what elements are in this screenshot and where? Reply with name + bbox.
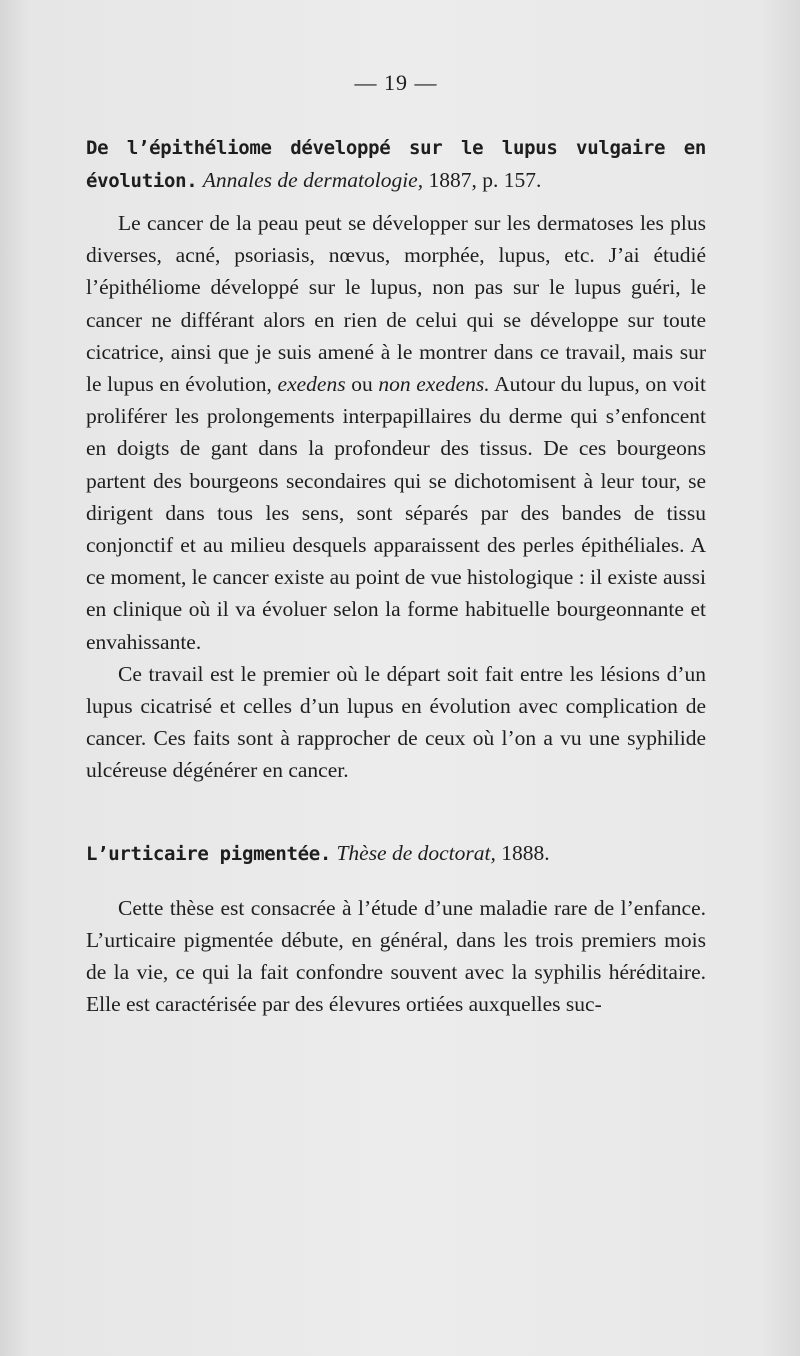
- entry-heading-1: [86, 131, 706, 197]
- entry-journal: Annales de dermatologie,: [202, 168, 424, 192]
- entry-title: De l’épithéliome développé sur le lupus vulgaire en évolution.: [86, 137, 706, 192]
- paragraph: [86, 207, 706, 658]
- entry-journal: Thèse de doctorat,: [336, 840, 496, 865]
- entry-title: L’urticaire pigmentée.: [86, 842, 332, 865]
- paragraph-italic-term: non exedens.: [378, 372, 490, 397]
- page-number: — 19 —: [354, 70, 438, 95]
- paragraph: Cette thèse est consacrée à l’étude d’une maladie rare de l’enfance. L’urticaire pigmentée débute, en général, dans les trois premiers mois de la vie, ce qui la fait confondre souvent avec la syphilis héréditaire. Elle est caractérisée par des élevures ortiées auxquelles suc-: [86, 895, 706, 1017]
- entry-citation: 1887, p. 157.: [428, 168, 542, 192]
- paragraph: Ce travail est le premier où le départ soit fait entre les lésions d’un lupus cicatrisé et celles d’un lupus en évolution avec complication de cancer. Ces faits sont à rapprocher de ceux où l’on a vu une syphilide ulcéreuse dégénérer en cancer.: [86, 661, 706, 783]
- paragraph-text: Autour du lupus, on voit proliférer les prolongements interpapillaires du derme qui s’enfoncent en doigts de gant dans la profondeur des tissus. De ces bourgeons partent des bourgeons secondaires qui se dichotomisent à leur tour, se dirigent dans tous les sens, sont séparés par des bandes de tissu conjonctif et au milieu desquels apparaissent des perles épithéliales. A ce moment, le cancer existe au point de vue histologique : il existe aussi en clinique où il va évoluer selon la forme habituelle bourgeonnante et envahissante.: [86, 372, 707, 654]
- paragraph-text: ou: [351, 372, 373, 397]
- entry-citation: 1888.: [501, 840, 550, 865]
- entry-heading-2: [86, 837, 706, 870]
- paragraph-text: Le cancer de la peau peut se développer sur les dermatoses les plus diverses, acné, psoriasis, nœvus, morphée, lupus, etc. J’ai étudié l’épithéliome développé sur le lupus, non pas sur le lupus guéri, le cancer ne différant alors en rien de celui qui se développe sur toute cicatrice, ainsi que je suis amené à le montrer dans ce travail, mais sur le lupus en évolution,: [86, 211, 706, 397]
- paragraph-italic-term: exedens: [277, 372, 346, 397]
- document-page: [86, 70, 706, 1020]
